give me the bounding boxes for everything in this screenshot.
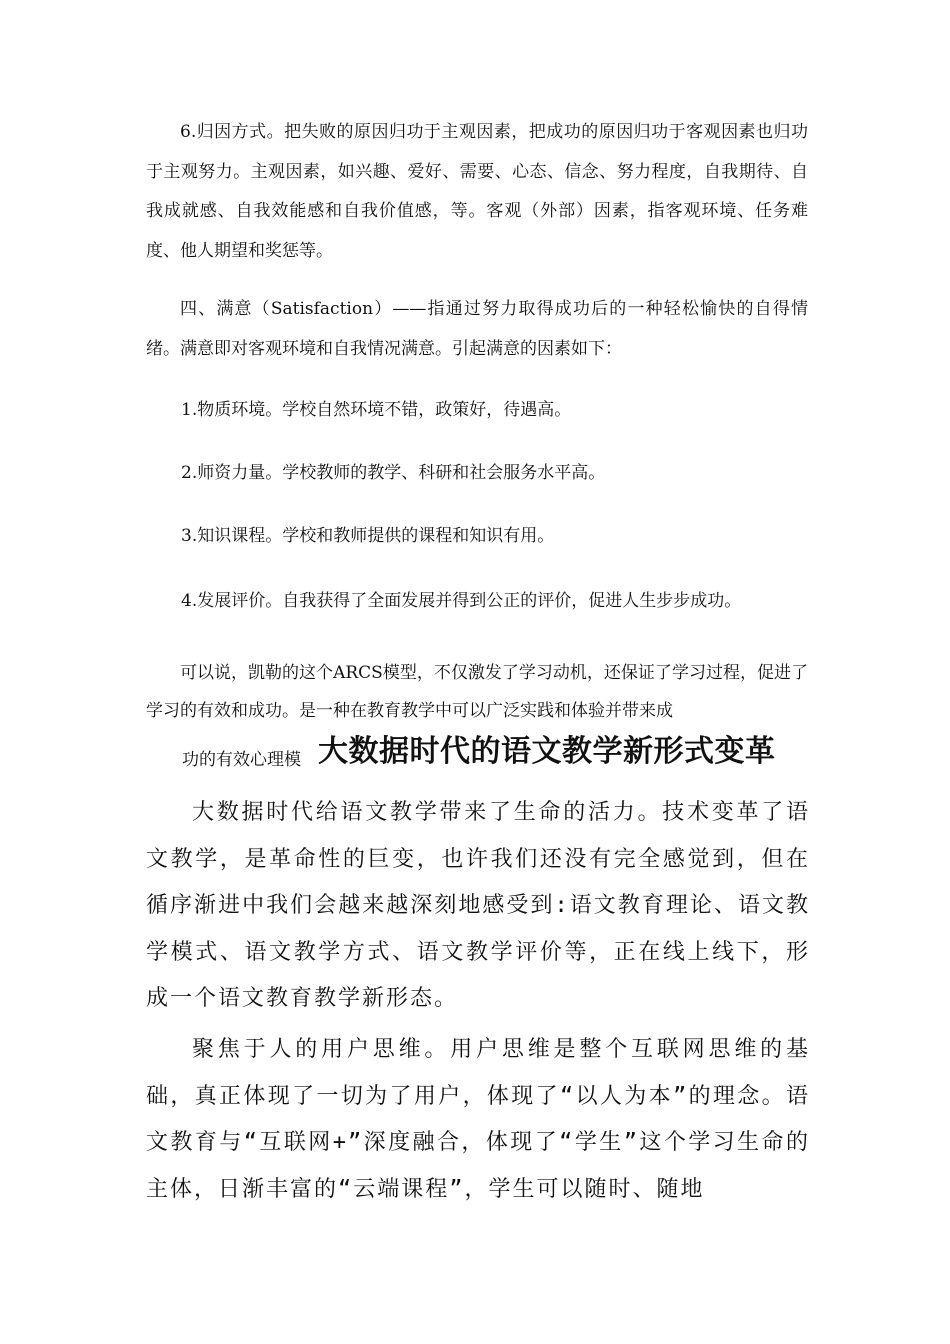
paragraph-big-data-intro: 大数据时代给语文教学带来了生命的活力。技术变革了语文教学，是革命性的巨变，也许我们还没有完全感觉到，但在循序渐进中我们会越来越深刻地感受到:语文教育理论、语文教学模式、语文教学方式、语文教学评价等，正在线上线下，形成一个语文教育教学新形态。 <box>146 800 810 1011</box>
list-item: 4.发展评价。自我获得了全面发展并得到公正的评价，促进人生步步成功。 <box>181 591 742 611</box>
paragraph-attribution: 6.归因方式。把失败的原因归功于主观因素，把成功的原因归功于客观因素也归功于主观努力。主观因素，如兴趣、爱好、需要、心态、信念、努力程度，自我期待、自我成就感、自我效能感和自我价值感，等。客观（外部）因素，指客观环境、任务难度、他人期望和奖惩等。 <box>146 122 808 261</box>
article-title: 大数据时代的语文教学新形式变革 <box>318 734 776 769</box>
list-item: 2.师资力量。学校教师的教学、科研和社会服务水平高。 <box>181 463 606 483</box>
list-item: 3.知识课程。学校和教师提供的课程和知识有用。 <box>181 526 555 546</box>
paragraph-satisfaction: 四、满意（Satisfaction）——指通过努力取得成功后的一种轻松愉快的自得情绪。满意即对客观环境和自我情况满意。引起满意的因素如下： <box>146 299 808 359</box>
paragraph-arcs-tail: 功的有效心理模 <box>182 750 301 770</box>
paragraph-arcs: 可以说，凯勒的这个ARCS模型，不仅激发了学习动机，还保证了学习过程，促进了学习的有效和成功。是一种在教育教学中可以广泛实践和体验并带来成 <box>146 663 808 721</box>
list-item: 1.物质环境。学校自然环境不错，政策好，待遇高。 <box>181 400 572 420</box>
paragraph-user-thinking: 聚焦于人的用户思维。用户思维是整个互联网思维的基础，真正体现了一切为了用户，体现了“以人为本”的理念。语文教育与“互联网+”深度融合，体现了“学生”这个学习生命的主体，日渐丰富的“云端课程”，学生可以随时、随地 <box>146 1037 810 1202</box>
